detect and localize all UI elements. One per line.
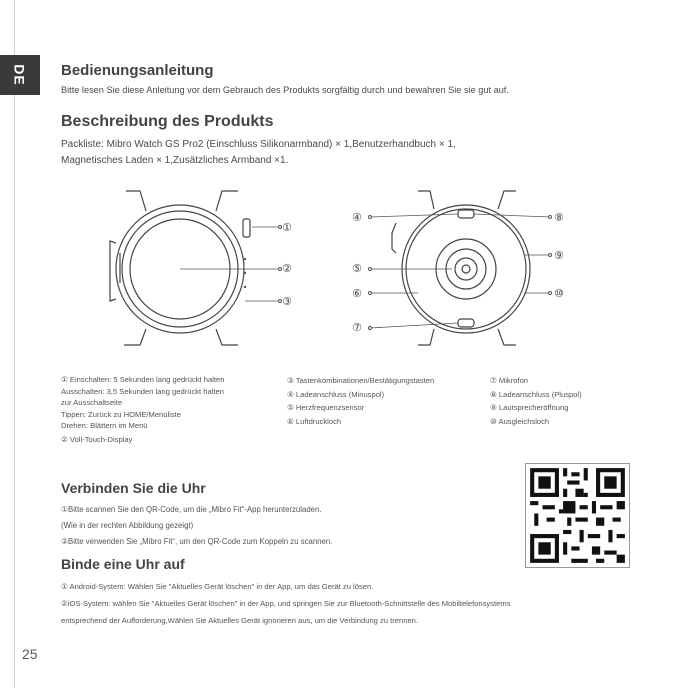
watch-front-illustration [100,183,310,358]
legend-line: ⑥ Luftdruckloch [287,416,342,426]
callout-1: ① [282,222,292,234]
callout-6: ⑥ [352,288,362,300]
legend-line: zur Ausschaltseite [61,398,123,408]
callout-3: ③ [282,296,292,308]
connect-step: ②Bitte verwenden Sie „Mibro Fit“, um den QR-Code zum Koppeln zu scannen. [61,537,333,546]
legend-line: ⑨ Lautsprecheröffnung [490,403,569,412]
connect-steps [61,502,332,550]
intro-text: Bitte lesen Sie diese Anleitung vor dem Gebrauch des Produkts sorgfältig durch und bewahren Sie sie gut auf. [61,85,509,95]
legend-line: Drehen: Blättern im Menü [61,421,148,431]
legend-line: ② Voll-Touch-Display [61,434,133,444]
connect-step: (Wie in der rechten Abbildung gezeigt) [61,521,194,530]
heading-connect: Verbinden Sie die Uhr [61,480,206,496]
unbind-step: ②iOS-System: wählen Sie "Aktuelles Gerät löschen" in der App, und springen Sie zur Bluetooth-Schnittstelle des Mobiltelefonsystems [61,599,511,608]
watch-back-illustration [348,183,558,358]
packlist-line-1: Packliste: Mibro Watch GS Pro2 (Einschluss Silikonarmband) × 1,Benutzerhandbuch × 1, [61,139,456,150]
legend-line: ⑦ Mikrofon [490,376,529,385]
legend-line: ① Einschalten: 5 Sekunden lang gedrückt halten [61,375,225,384]
unbind-step: entsprechend der Aufforderung,Wählen Sie Aktuelles Gerät ignorieren aus, um die Verbindung zu trennen. [61,616,418,625]
callout-2: ② [282,263,292,275]
unbind-steps [61,578,510,629]
page-number: 25 [22,646,38,662]
legend-line: ⑤ Herzfrequenzsensor [287,403,365,412]
qr-code [525,463,630,568]
connect-step: ①Bitte scannen Sie den QR-Code, um die „Mibro Fit“-App herunterzuladen. [61,505,322,514]
legend-column-2 [287,374,434,428]
legend-line: ④ Ladeanschluss (Minuspol) [287,389,385,399]
callout-4: ④ [352,212,362,224]
callout-10: ⑩ [554,288,564,300]
callout-8: ⑧ [554,212,564,224]
language-tab [0,55,40,95]
legend-line: ③ Tastenkombinationen/Bestätigungstasten [287,376,435,385]
heading-description: Beschreibung des Produkts [61,113,274,130]
unbind-step: ① Android-System: Wählen Sie "Aktuelles Gerät löschen" in der App, um das Gerät zu lösen. [61,582,374,591]
legend-line: Ausschalten: 3,5 Sekunden lang gedrückt halten [61,386,224,396]
language-code: DE [11,64,28,86]
legend-column-3 [490,374,582,428]
legend-line: ⑧ Ladeanschluss (Pluspol) [490,389,582,399]
qr-code-pattern [526,464,629,567]
legend-column-1 [61,374,224,446]
page-edge-line [14,0,15,688]
legend-line: ⑩ Ausgleichsloch [490,416,550,426]
heading-manual: Bedienungsanleitung [61,62,214,79]
heading-unbind: Binde eine Uhr auf [61,556,185,572]
callout-9: ⑨ [554,250,564,262]
callout-7: ⑦ [352,322,362,334]
packlist-line-2: Magnetisches Laden × 1,Zusätzliches Armband ×1. [61,155,289,166]
callout-5: ⑤ [352,263,362,275]
legend-line: Tippen: Zurück zu HOME/Menüliste [61,409,181,419]
